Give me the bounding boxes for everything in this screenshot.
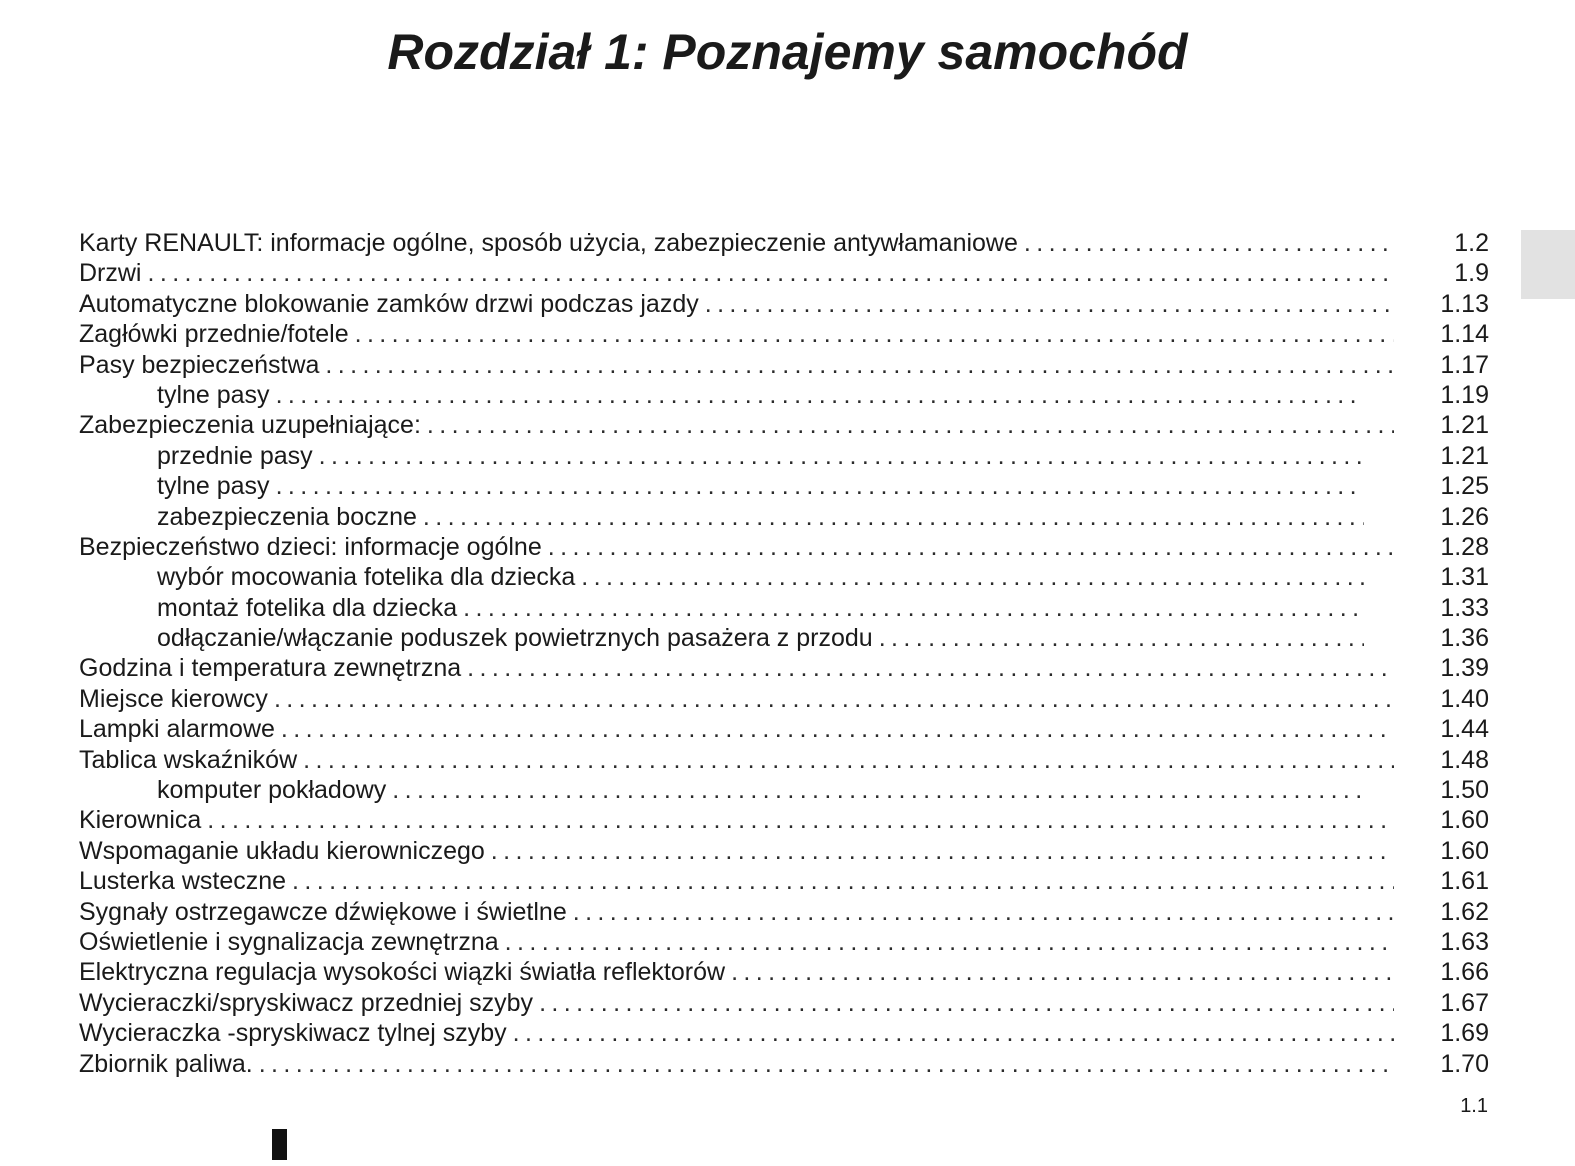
toc-entry-page: 1.69	[1440, 1019, 1489, 1048]
toc-leader	[157, 471, 1364, 501]
toc-dot-leader	[259, 1049, 1394, 1079]
toc-entry-title: tylne pasy	[157, 471, 276, 501]
toc-subentry[interactable]	[79, 471, 1489, 501]
toc-entry[interactable]	[79, 684, 1489, 714]
toc-leader	[157, 593, 1364, 623]
toc-entry-page: 1.17	[1440, 350, 1489, 379]
toc-entry-title: montaż fotelika dla dziecka	[157, 593, 463, 623]
toc-entry-title: Pasy bezpieczeństwa	[79, 350, 325, 380]
toc-entry-page: 1.9	[1454, 259, 1489, 288]
toc-entry-title: Karty RENAULT: informacje ogólne, sposób użycia, zabezpieczenie antywłamaniowe	[79, 228, 1024, 258]
toc-entry[interactable]	[79, 927, 1489, 957]
toc-dot-leader	[355, 319, 1394, 349]
toc-entry[interactable]	[79, 319, 1489, 349]
toc-entry[interactable]	[79, 350, 1489, 380]
toc-leader	[79, 957, 1394, 987]
toc-entry-title: Elektryczna regulacja wysokości wiązki światła reflektorów	[79, 957, 731, 987]
toc-entry-page: 1.19	[1440, 380, 1489, 409]
toc-entry-title: Zagłówki przednie/fotele	[79, 319, 355, 349]
toc-leader	[79, 653, 1394, 683]
toc-dot-leader	[513, 1018, 1394, 1048]
toc-leader	[79, 805, 1394, 835]
toc-leader	[79, 836, 1394, 866]
toc-leader	[79, 532, 1394, 562]
toc-dot-leader	[581, 562, 1364, 592]
toc-entry[interactable]	[79, 289, 1489, 319]
toc-entry-title: wybór mocowania fotelika dla dziecka	[157, 562, 581, 592]
toc-entry-page: 1.14	[1440, 320, 1489, 349]
toc-dot-leader	[879, 623, 1364, 653]
toc-subentry[interactable]	[79, 593, 1489, 623]
toc-dot-leader	[148, 258, 1395, 288]
toc-dot-leader	[548, 532, 1394, 562]
print-crop-mark	[272, 1129, 287, 1160]
table-of-contents	[79, 228, 1489, 1079]
toc-entry[interactable]	[79, 653, 1489, 683]
toc-leader	[79, 745, 1394, 775]
toc-entry-page: 1.28	[1440, 532, 1489, 561]
toc-entry-page: 1.13	[1440, 289, 1489, 318]
toc-entry-page: 1.21	[1440, 441, 1489, 470]
toc-subentry[interactable]	[79, 441, 1489, 471]
toc-entry-title: Godzina i temperatura zewnętrzna	[79, 653, 467, 683]
toc-entry-page: 1.61	[1440, 867, 1489, 896]
toc-entry-page: 1.36	[1440, 624, 1489, 653]
toc-entry[interactable]	[79, 228, 1489, 258]
toc-entry-page: 1.44	[1440, 715, 1489, 744]
toc-dot-leader	[207, 805, 1394, 835]
toc-entry-title: Tablica wskaźników	[79, 745, 303, 775]
toc-entry[interactable]	[79, 988, 1489, 1018]
toc-entry-title: Automatyczne blokowanie zamków drzwi podczas jazdy	[79, 289, 705, 319]
toc-dot-leader	[467, 653, 1394, 683]
toc-entry-page: 1.60	[1440, 836, 1489, 865]
toc-leader	[79, 684, 1394, 714]
toc-entry-page: 1.48	[1440, 745, 1489, 774]
toc-entry-title: tylne pasy	[157, 380, 276, 410]
toc-dot-leader	[573, 897, 1394, 927]
toc-entry[interactable]	[79, 532, 1489, 562]
toc-entry-title: Oświetlenie i sygnalizacja zewnętrzna	[79, 927, 505, 957]
toc-entry-page: 1.25	[1440, 472, 1489, 501]
toc-dot-leader	[319, 441, 1364, 471]
toc-dot-leader	[276, 380, 1364, 410]
toc-leader	[157, 623, 1364, 653]
toc-subentry[interactable]	[79, 380, 1489, 410]
toc-entry[interactable]	[79, 897, 1489, 927]
toc-entry-title: zabezpieczenia boczne	[157, 502, 423, 532]
toc-dot-leader	[427, 410, 1394, 440]
toc-leader	[79, 410, 1394, 440]
toc-dot-leader	[1024, 228, 1394, 258]
toc-entry[interactable]	[79, 836, 1489, 866]
toc-entry[interactable]	[79, 258, 1489, 288]
toc-dot-leader	[292, 866, 1394, 896]
toc-entry-title: Wycieraczka -spryskiwacz tylnej szyby	[79, 1018, 513, 1048]
toc-dot-leader	[274, 684, 1394, 714]
toc-entry-page: 1.70	[1440, 1049, 1489, 1078]
toc-entry-title: przednie pasy	[157, 441, 319, 471]
toc-entry-page: 1.33	[1440, 593, 1489, 622]
toc-entry-title: Miejsce kierowcy	[79, 684, 274, 714]
toc-dot-leader	[491, 836, 1394, 866]
toc-entry[interactable]	[79, 957, 1489, 987]
toc-subentry[interactable]	[79, 623, 1489, 653]
toc-dot-leader	[463, 593, 1364, 623]
toc-entry[interactable]	[79, 410, 1489, 440]
toc-entry-title: Wspomaganie układu kierowniczego	[79, 836, 491, 866]
toc-entry[interactable]	[79, 714, 1489, 744]
toc-leader	[79, 1018, 1394, 1048]
toc-dot-leader	[705, 289, 1394, 319]
page-number: 1.1	[1460, 1095, 1488, 1117]
toc-entry[interactable]	[79, 745, 1489, 775]
toc-leader	[79, 289, 1394, 319]
toc-leader	[157, 441, 1364, 471]
toc-entry[interactable]	[79, 866, 1489, 896]
toc-entry-title: Drzwi	[79, 258, 148, 288]
toc-leader	[79, 258, 1394, 288]
toc-entry-page: 1.50	[1440, 776, 1489, 805]
toc-subentry[interactable]	[79, 502, 1489, 532]
toc-entry-title: Zabezpieczenia uzupełniające:	[79, 410, 427, 440]
toc-dot-leader	[276, 471, 1364, 501]
toc-dot-leader	[539, 988, 1394, 1018]
toc-entry[interactable]	[79, 805, 1489, 835]
toc-entry-title: Lampki alarmowe	[79, 714, 281, 744]
toc-dot-leader	[423, 502, 1364, 532]
toc-entry-title: Zbiornik paliwa.	[79, 1049, 259, 1079]
toc-leader	[79, 866, 1394, 896]
toc-leader	[157, 562, 1364, 592]
toc-subentry[interactable]	[79, 562, 1489, 592]
toc-entry-title: Wycieraczki/spryskiwacz przedniej szyby	[79, 988, 539, 1018]
toc-entry[interactable]	[79, 1049, 1489, 1079]
toc-leader	[79, 897, 1394, 927]
toc-entry-page: 1.26	[1440, 502, 1489, 531]
toc-entry-page: 1.2	[1454, 229, 1489, 257]
toc-entry-title: komputer pokładowy	[157, 775, 392, 805]
toc-entry-page: 1.31	[1440, 563, 1489, 592]
toc-entry-page: 1.60	[1440, 806, 1489, 835]
toc-dot-leader	[731, 957, 1394, 987]
toc-entry[interactable]	[79, 1018, 1489, 1048]
toc-leader	[157, 380, 1364, 410]
toc-dot-leader	[392, 775, 1364, 805]
chapter-side-tab	[1521, 230, 1575, 299]
toc-dot-leader	[303, 745, 1394, 775]
toc-entry-page: 1.21	[1440, 411, 1489, 440]
toc-dot-leader	[281, 714, 1394, 744]
toc-leader	[79, 319, 1394, 349]
toc-entry-page: 1.67	[1440, 988, 1489, 1017]
toc-entry-title: Kierownica	[79, 805, 207, 835]
toc-dot-leader	[505, 927, 1394, 957]
toc-leader	[79, 927, 1394, 957]
toc-leader	[79, 1049, 1394, 1079]
toc-leader	[79, 228, 1394, 258]
toc-entry-title: Bezpieczeństwo dzieci: informacje ogólne	[79, 532, 548, 562]
toc-entry-page: 1.63	[1440, 927, 1489, 956]
toc-leader	[79, 350, 1394, 380]
chapter-title: Rozdział 1: Poznajemy samochód	[387, 24, 1188, 80]
toc-entry-page: 1.39	[1440, 654, 1489, 683]
toc-entry-title: odłączanie/włączanie poduszek powietrznych pasażera z przodu	[157, 623, 879, 653]
toc-leader	[157, 775, 1364, 805]
toc-entry-page: 1.66	[1440, 958, 1489, 987]
toc-subentry[interactable]	[79, 775, 1489, 805]
toc-entry-page: 1.62	[1440, 897, 1489, 926]
toc-leader	[157, 502, 1364, 532]
toc-dot-leader	[325, 350, 1394, 380]
toc-entry-title: Sygnały ostrzegawcze dźwiękowe i świetlne	[79, 897, 573, 927]
toc-entry-page: 1.40	[1440, 684, 1489, 713]
toc-entry-title: Lusterka wsteczne	[79, 866, 292, 896]
toc-leader	[79, 988, 1394, 1018]
toc-leader	[79, 714, 1394, 744]
